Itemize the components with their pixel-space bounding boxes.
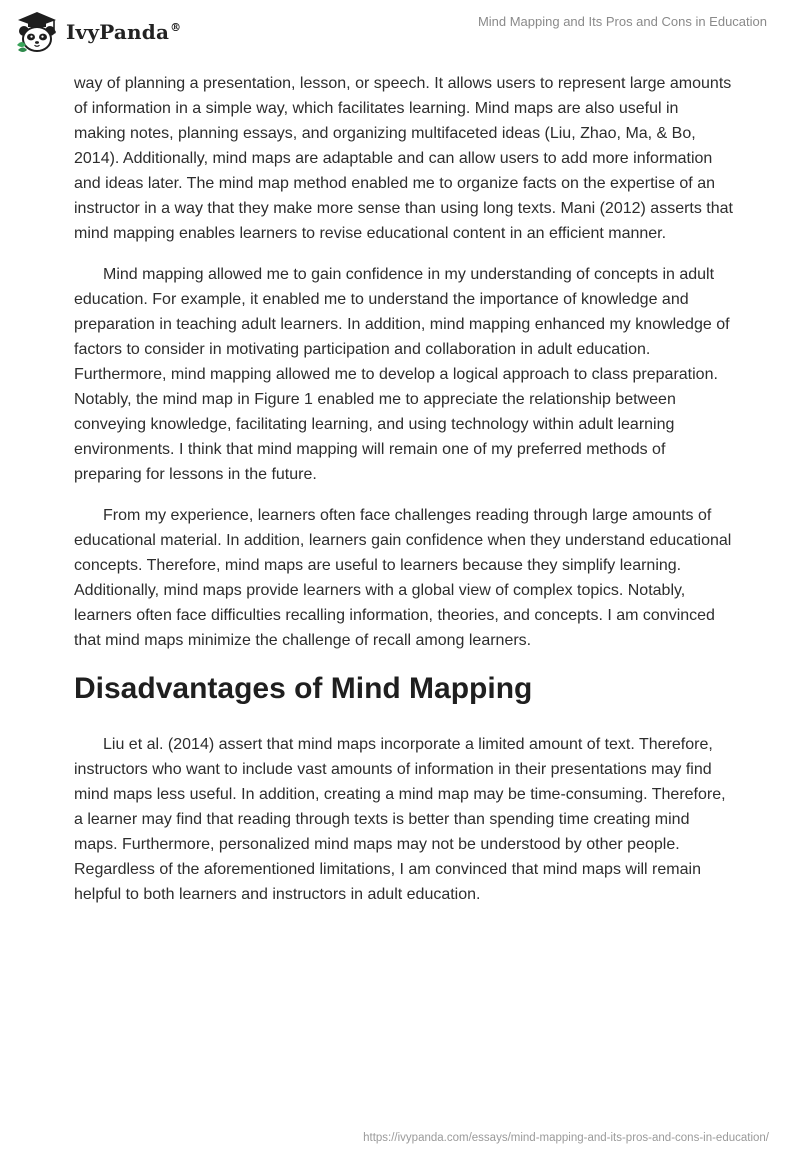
paragraph: Mind mapping allowed me to gain confidence in my understanding of concepts in adult education. For example, it enabled me to understand the importance of knowledge and preparation in teaching adult learners. In addition, mind mapping enhanced my knowledge of factors to consider in motivating participation and collaboration in adult education. Furthermore, mind mapping allowed me to develop a logical approach to class preparation. Notably, the mind map in Figure 1 enabled me to appreciate the relationship between conveying knowledge, facilitating learning, and using technology within adult learning environments. I think that mind mapping will remain one of my preferred methods of preparing for lessons in the future. bbox=[74, 266, 730, 483]
logo-wordmark bbox=[66, 20, 181, 44]
section-heading: Disadvantages of Mind Mapping bbox=[74, 672, 533, 705]
registered-mark: ® bbox=[170, 21, 182, 35]
essay-content bbox=[74, 71, 734, 923]
running-title: Mind Mapping and Its Pros and Cons in Education bbox=[477, 14, 767, 29]
paragraph: From my experience, learners often face challenges reading through large amounts of educational material. In addition, learners gain confidence when they understand educational concepts. Therefore, mind maps are useful to learners because they simplify learning. Additionally, mind maps provide learners with a global view of complex topics. Notably, learners often face difficulties recalling information, theories, and concepts. I am convinced that mind maps minimize the challenge of recall among learners. bbox=[74, 507, 732, 649]
page-header bbox=[0, 0, 800, 66]
logo-text: IvyPanda bbox=[66, 20, 170, 44]
paragraph: Liu et al. (2014) assert that mind maps incorporate a limited amount of text. Therefore, instructors who want to include vast amounts of information in their presentations may find mind maps less useful. In addition, creating a mind map may be time-consuming. Therefore, a learner may find that reading through texts is better than spending time creating mind maps. Furthermore, personalized mind maps may not be understood by other people. Regardless of the aforementioned limitations, I am convinced that mind maps will remain helpful to both learners and instructors in adult education. bbox=[74, 736, 726, 903]
panda-graduate-icon bbox=[14, 9, 60, 55]
paragraph: way of planning a presentation, lesson, or speech. It allows users to represent large amounts of information in a simple way, which facilitates learning. Mind maps are also useful in making notes, planning essays, and organizing multifaceted ideas (Liu, Zhao, Ma, & Bo, 2014). Additionally, mind maps are adaptable and can allow users to add more information and ideas later. The mind map method enabled me to organize facts on the expertise of an instructor in a way that they make more sense than using long texts. Mani (2012) asserts that mind mapping enables learners to revise educational content in an efficient manner. bbox=[74, 75, 733, 242]
ivypanda-logo[interactable] bbox=[14, 9, 181, 55]
source-url-link[interactable]: https://ivypanda.com/essays/mind-mapping-and-its-pros-and-cons-in-education/ bbox=[363, 1132, 769, 1144]
